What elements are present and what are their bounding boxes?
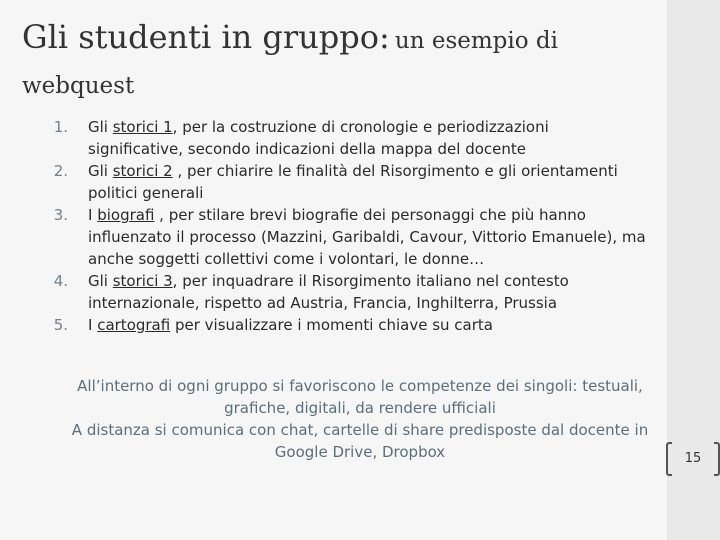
footer-notes: [60, 375, 660, 463]
list-item-text: , per chiarire le finalità del Risorgimento e gli orientamenti politici generali: [88, 162, 618, 202]
link-cartografi[interactable]: cartografi: [97, 316, 171, 334]
list-number: 1.: [53, 118, 68, 136]
link-storici-3[interactable]: storici 3: [112, 272, 173, 290]
list-number: 2.: [53, 162, 68, 180]
list-item-prefix: I: [88, 316, 98, 334]
list-number: 5.: [53, 316, 68, 334]
link-storici-2[interactable]: storici 2: [112, 162, 173, 180]
list-item-prefix: I: [88, 206, 98, 224]
link-storici-1[interactable]: storici 1: [112, 118, 173, 136]
list-number: 4.: [53, 272, 68, 290]
group-roles-list: [38, 116, 648, 336]
list-item: [38, 204, 648, 270]
list-item: [38, 116, 648, 160]
title-sub-part2: webquest: [22, 73, 135, 99]
right-bracket-icon: [714, 442, 720, 476]
left-bracket-icon: [666, 442, 672, 476]
list-item-prefix: Gli: [88, 272, 113, 290]
list-number: 3.: [53, 206, 68, 224]
list-item-text: per visualizzare i momenti chiave su carta: [170, 316, 493, 334]
page-number: 15: [684, 451, 702, 466]
title-main: Gli studenti in gruppo:: [22, 18, 390, 56]
list-item: [38, 314, 648, 336]
list-item-text: , per la costruzione di cronologie e periodizzazioni significative, secondo indicazioni della mappa del docente: [88, 118, 549, 158]
list-item-prefix: Gli: [88, 118, 113, 136]
footer-paragraph-1: All’interno di ogni gruppo si favoriscono le competenze dei singoli: testuali, grafiche, digitali, da rendere ufficiali: [77, 377, 643, 417]
title-sub-part1: un esempio di: [394, 28, 558, 54]
link-biografi[interactable]: biografi: [97, 206, 155, 224]
footer-paragraph-2: A distanza si comunica con chat, cartelle di share predisposte dal docente in Google Drive, Dropbox: [71, 421, 649, 461]
list-item-text: , per stilare brevi biografie dei personaggi che più hanno influenzato il processo (Mazzini, Garibaldi, Cavour, Vittorio Emanuele), ma anche soggetti collettivi come i volontari, le donne…: [88, 206, 646, 268]
slide-title: [22, 12, 662, 104]
page-number-badge: [676, 442, 710, 476]
list-item: [38, 160, 648, 204]
list-item-text: , per inquadrare il Risorgimento italiano nel contesto internazionale, rispetto ad Austria, Francia, Inghilterra, Prussia: [88, 272, 569, 312]
list-item: [38, 270, 648, 314]
list-item-prefix: Gli: [88, 162, 113, 180]
